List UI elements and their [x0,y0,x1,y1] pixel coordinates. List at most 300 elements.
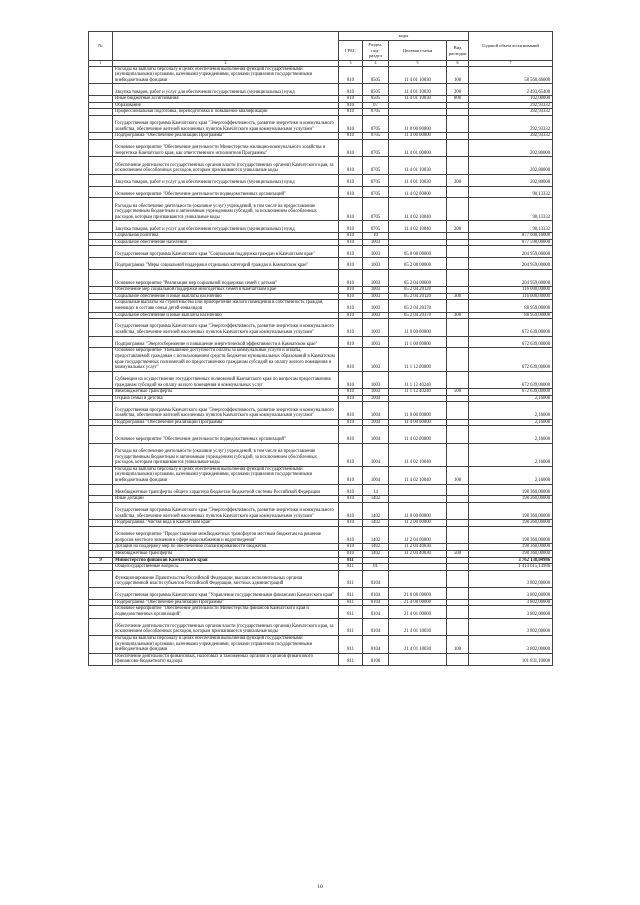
table-row [89,599,553,606]
row-name: Межбюджетные трансферты [113,389,339,396]
row-expense-type [447,258,469,270]
row-name: Обеспечение деятельности финансовых, налоговых и таможенных органов и органов финансового (финансово-бюджетного) надзора [113,653,339,665]
row-grbs: 810 [339,293,363,300]
row-number [89,102,113,109]
row-grbs: 810 [339,319,363,336]
header-index: 3 [339,61,363,67]
row-grbs: 811 [339,570,363,587]
row-grbs: 811 [339,636,363,654]
row-amount: 877 600,16000 [469,233,553,240]
row-section: 1004 [363,395,389,402]
row-expense-type [447,564,469,571]
row-expense-type [447,588,469,600]
row-number [89,287,113,294]
row-expense-type: 200 [447,221,469,233]
row-section: 1003 [363,246,389,258]
row-number [89,653,113,665]
table-row [89,484,553,496]
row-amount: 672 639,00000 [469,319,553,336]
row-grbs: 810 [339,198,363,221]
row-grbs: 810 [339,484,363,496]
table-row [89,520,553,527]
row-number [89,371,113,388]
row-section: 1402 [363,526,389,543]
table-body [89,66,553,665]
row-number [89,96,113,103]
row-amount: 88 959,00000 [469,300,553,312]
row-target-article: 11 2 00 00000 [389,520,447,527]
row-grbs: 810 [339,233,363,240]
row-number [89,246,113,258]
row-section: 1004 [363,426,389,443]
row-grbs: 810 [339,466,363,484]
row-amount: 198 360,00000 [469,496,553,503]
row-target-article [389,564,447,571]
row-section: 07 [363,102,389,109]
row-target-article [389,484,447,496]
row-grbs: 810 [339,258,363,270]
row-grbs: 810 [339,520,363,527]
row-grbs: 810 [339,348,363,371]
table-row [89,502,553,519]
row-section: 0505 [363,66,389,84]
row-name: Государственная программа Камчатского края "Социальная поддержка граждан в Камчатском крае" [113,246,339,258]
row-grbs: 810 [339,66,363,84]
row-number [89,389,113,396]
row-grbs: 810 [339,102,363,109]
row-target-article: 11 4 01 10030 [389,174,447,186]
row-amount: 204 959,00000 [469,258,553,270]
row-section: 1003 [363,312,389,319]
row-target-article: 11 4 00 00000 [389,133,447,140]
row-expense-type [447,198,469,221]
row-grbs: 810 [339,269,363,286]
row-target-article: 11 0 00 00000 [389,502,447,519]
row-name: Основное мероприятие "Повышение доступности оплаты за коммунальные услуги и оплаты, предоставляемой гражданам с использованием средств бюджетов муниципальных образований в Камчатском крае государственных полномочий по предоставлению гражданам субсидий на оплату жилого помещения и коммунальных услуг" [113,348,339,371]
row-target-article: 11 4 01 10030 [389,66,447,84]
row-target-article [389,570,447,587]
row-grbs: 811 [339,606,363,618]
row-section: 1003 [363,287,389,294]
row-name: Государственная программа Камчатского края "Управление государственными финансами Камчатского края" [113,588,339,600]
row-section: 1003 [363,348,389,371]
row-number [89,109,113,116]
row-grbs: 810 [339,389,363,396]
row-name: Основное мероприятие "Предоставление межбюджетных трансфертов местным бюджетам на решение вопросов местного значения в сфере водоснабжения и водоотведения" [113,526,339,543]
table-row [89,84,553,96]
row-target-article: 05 0 00 00000 [389,246,447,258]
row-name: Расходы на обеспечение деятельности (оказание услуг) учреждений, в том числе на предоставление государственным бюджетным и автономным учреждениям субсидий, за исключением обособленных расходов, которым присваиваются уникальные коды [113,198,339,221]
row-target-article: 11 4 02 10040 [389,443,447,466]
row-number [89,221,113,233]
row-amount: 672 639,00000 [469,371,553,388]
row-name: Общегосударственные вопросы [113,564,339,571]
row-grbs: 810 [339,312,363,319]
row-amount: 292,93332 [469,109,553,116]
row-number [89,402,113,419]
row-section: 0705 [363,186,389,198]
row-section: 1402 [363,520,389,527]
row-section: 1004 [363,443,389,466]
row-amount: 116 000,00000 [469,287,553,294]
row-expense-type: 300 [447,293,469,300]
header-codes-group: коды [339,32,469,41]
row-number [89,133,113,140]
table-row [89,287,553,294]
table-row [89,653,553,665]
table-row [89,66,553,84]
row-grbs: 810 [339,336,363,348]
row-section: 0106 [363,653,389,665]
row-name: Подпрограмма "Меры социальной поддержки отдельных категорий граждан в Камчатском крае" [113,258,339,270]
row-expense-type: 500 [447,550,469,557]
row-section: 1003 [363,389,389,396]
table-row [89,443,553,466]
table-row [89,221,553,233]
row-target-article: 05 2 00 00000 [389,258,447,270]
row-expense-type [447,239,469,246]
row-name: Закупка товаров, работ и услуг для обеспечения государственных (муниципальных) нужд [113,221,339,233]
row-grbs: 810 [339,96,363,103]
table-row [89,466,553,484]
row-section: 0505 [363,96,389,103]
row-expense-type [447,233,469,240]
row-amount: 3 802,00000 [469,636,553,654]
row-section: 1004 [363,419,389,426]
row-amount: 2,16000 [469,395,553,402]
row-grbs: 811 [339,588,363,600]
row-amount: 198 360,00000 [469,520,553,527]
row-grbs: 810 [339,84,363,96]
row-name: Дотации на поддержку мер по обеспечению сбалансированности бюджетов [113,544,339,551]
row-number [89,502,113,519]
table-row [89,526,553,543]
row-grbs: 810 [339,109,363,116]
table-row [89,258,553,270]
row-section: 1003 [363,239,389,246]
row-grbs: 811 [339,564,363,571]
table-row [89,496,553,503]
table-row [89,269,553,286]
table-row [89,557,553,564]
row-target-article: 11 4 01 10030 [389,84,447,96]
row-grbs: 811 [339,618,363,635]
row-number [89,443,113,466]
row-section: 0104 [363,618,389,635]
row-expense-type [447,570,469,587]
row-target-article: 05 2 04 20120 [389,293,447,300]
table-row [89,174,553,186]
header-target-article: Целевая статья [389,41,447,61]
row-number [89,570,113,587]
row-section: 1003 [363,269,389,286]
row-expense-type [447,102,469,109]
header-section: Раздел, под-раздел [363,41,389,61]
row-number [89,618,113,635]
row-expense-type [447,371,469,388]
row-target-article: 11 0 00 00000 [389,402,447,419]
row-expense-type [447,502,469,519]
row-amount: 2,16000 [469,466,553,484]
row-section: 1004 [363,402,389,419]
row-expense-type [447,484,469,496]
row-expense-type: 100 [447,636,469,654]
page-number: 10 [317,884,323,890]
row-grbs: 810 [339,174,363,186]
row-name: Основное мероприятие "Обеспечение деятельности Министерства жилищно-коммунального хозяйства и энергетики Камчатского края, как ответственного исполнителя Программы" [113,139,339,156]
row-number [89,466,113,484]
row-grbs: 810 [339,426,363,443]
row-name: Образование [113,102,339,109]
row-number [89,198,113,221]
row-target-article [389,109,447,116]
row-target-article: 11 4 01 10030 [389,96,447,103]
row-section: 0104 [363,599,389,606]
row-section: 1402 [363,550,389,557]
row-target-article: 11 4 01 10030 [389,157,447,174]
row-number [89,293,113,300]
row-name: Министерство финансов Камчатского края [113,557,339,564]
row-expense-type [447,618,469,635]
row-section: 0104 [363,606,389,618]
row-grbs: 810 [339,402,363,419]
row-target-article: 11 4 02 10040 [389,198,447,221]
row-expense-type [447,287,469,294]
row-amount: 88 959,00000 [469,312,553,319]
table-row [89,300,553,312]
row-grbs: 810 [339,395,363,402]
row-grbs: 810 [339,550,363,557]
row-number [89,139,113,156]
row-name: Подпрограмма "Обеспечение реализации Программы" [113,133,339,140]
row-name: Социальная политика [113,233,339,240]
row-expense-type [447,606,469,618]
row-name: Обеспечение деятельности государственных органов власти (государственных органов) Камчатского края, за исключением обособленных расходов, которым присваиваются уникальные коды [113,618,339,635]
row-number [89,84,113,96]
row-target-article: 21 4 01 10030 [389,636,447,654]
header-index: 1 [89,61,113,67]
row-section: 1003 [363,371,389,388]
header-index: 5 [389,61,447,67]
row-section: 0705 [363,133,389,140]
table-row [89,198,553,221]
row-expense-type [447,139,469,156]
row-amount: 90,13332 [469,221,553,233]
header-index: 7 [469,61,553,67]
row-amount: 116 000,00000 [469,293,553,300]
row-number [89,564,113,571]
row-number [89,526,113,543]
table-row [89,139,553,156]
row-expense-type [447,115,469,132]
row-section: 0705 [363,109,389,116]
row-section: 0505 [363,84,389,96]
row-amount: 2,16000 [469,426,553,443]
row-name: Иные бюджетные ассигнования [113,96,339,103]
row-amount: 204 959,00000 [469,269,553,286]
row-amount: 198 360,00000 [469,526,553,543]
row-section: 1402 [363,496,389,503]
row-number [89,426,113,443]
row-name: Закупка товаров, работ и услуг для обеспечения государственных (муниципальных) нужд [113,84,339,96]
row-target-article [389,239,447,246]
row-name: Социальное обеспечение населения [113,239,339,246]
row-section: 0705 [363,174,389,186]
row-name: Иные дотации [113,496,339,503]
row-expense-type [447,395,469,402]
row-number [89,319,113,336]
row-amount: 102,00000 [469,96,553,103]
row-target-article: 11 2 04 00000 [389,526,447,543]
row-section: 1003 [363,300,389,312]
row-grbs: 810 [339,287,363,294]
row-target-article: 11 4 02 00000 [389,426,447,443]
row-grbs: 811 [339,599,363,606]
table-row [89,426,553,443]
row-number [89,239,113,246]
row-section: 0104 [363,636,389,654]
row-amount: 90,13332 [469,186,553,198]
row-grbs: 810 [339,246,363,258]
header-number: № [89,32,113,61]
table-row [89,319,553,336]
row-expense-type [447,133,469,140]
table-row [89,246,553,258]
row-expense-type [447,443,469,466]
row-name: Расходы на выплаты персоналу в целях обеспечения выполнения функций государственными (муниципальными) органами, казенными учреждениями, органами управления государственными внебюджетными фондами [113,466,339,484]
row-amount: 202,80000 [469,139,553,156]
table-row [89,544,553,551]
row-section: 1004 [363,466,389,484]
table-row [89,636,553,654]
table-row [89,133,553,140]
row-number [89,348,113,371]
row-section: 1003 [363,319,389,336]
row-expense-type [447,109,469,116]
row-amount: 3 802,00000 [469,618,553,635]
row-expense-type: 500 [447,389,469,396]
row-expense-type [447,336,469,348]
row-amount: 198 360,00000 [469,502,553,519]
row-expense-type: 300 [447,312,469,319]
row-number [89,258,113,270]
row-name: Функционирование Правительства Российской Федерации, высших исполнительных органов государственной власти субъектов Российской Федерации, местных администраций [113,570,339,587]
row-grbs: 810 [339,443,363,466]
row-grbs: 810 [339,300,363,312]
row-name: Закупка товаров, работ и услуг для обеспечения государственных (муниципальных) нужд [113,174,339,186]
row-amount: 90,13332 [469,198,553,221]
table-row [89,348,553,371]
row-number [89,588,113,600]
row-name: Подпрограмма "Обеспечение реализации Программы" [113,599,339,606]
row-amount: 672 639,00000 [469,336,553,348]
row-name: Подпрограмма "Энергосбережение и повышение энергетической эффективности в Камчатском крае" [113,336,339,348]
row-amount: 101 831,10000 [469,653,553,665]
row-expense-type [447,246,469,258]
row-amount: 202,80000 [469,174,553,186]
row-expense-type [447,599,469,606]
row-amount: 672 639,00000 [469,348,553,371]
table-row [89,293,553,300]
row-grbs: 810 [339,419,363,426]
row-target-article: 05 2 04 20120 [389,287,447,294]
row-name: Субвенции на осуществление государственных полномочий Камчатского края по вопросам предоставления гражданам субсидий на оплату жилого помещения и коммунальных услуг [113,371,339,388]
row-section: 0104 [363,570,389,587]
row-amount: 2,16000 [469,419,553,426]
row-name: Охрана семьи и детства [113,395,339,402]
row-number [89,186,113,198]
row-target-article [389,102,447,109]
row-target-article: 21 4 00 00000 [389,599,447,606]
row-amount: 3 802,00000 [469,570,553,587]
row-section: 10 [363,233,389,240]
row-expense-type [447,300,469,312]
row-name: Государственная программа Камчатского края "Энергоэффективность, развитие энергетики и коммунального хозяйства, обеспечение жителей населенных пунктов Камчатского края коммунальными услугами" [113,115,339,132]
row-amount: 198 360,00000 [469,550,553,557]
table-row [89,312,553,319]
row-name: Социальное обеспечение и иные выплаты населению [113,312,339,319]
row-target-article [389,233,447,240]
table-row [89,550,553,557]
budget-table [88,31,553,666]
row-number [89,496,113,503]
row-name: Подпрограмма "Обеспечение реализации Программы" [113,419,339,426]
row-section [363,557,389,564]
row-grbs: 810 [339,186,363,198]
row-section: 1402 [363,544,389,551]
row-expense-type [447,496,469,503]
table-row [89,102,553,109]
row-expense-type [447,526,469,543]
row-number [89,233,113,240]
table-row [89,157,553,174]
row-amount: 3 802,00000 [469,599,553,606]
row-number [89,157,113,174]
row-target-article: 11 1 12 40240 [389,371,447,388]
row-name: Межбюджетные трансферты общего характера бюджетам бюджетной системы Российской Федерации [113,484,339,496]
row-number [89,484,113,496]
row-number [89,269,113,286]
header-grbs: ГРБС [339,41,363,61]
row-section: 0705 [363,221,389,233]
table-row [89,419,553,426]
row-grbs: 811 [339,557,363,564]
row-target-article: 11 4 02 10040 [389,221,447,233]
row-number [89,599,113,606]
row-number [89,66,113,84]
row-expense-type [447,186,469,198]
row-grbs: 811 [339,653,363,665]
row-name: Государственная программа Камчатского края "Энергоэффективность, развитие энергетики и коммунального хозяйства, обеспечение жителей населенных пунктов Камчатского края коммунальными услугами" [113,502,339,519]
row-name: Расходы на обеспечение деятельности (оказание услуг) учреждений, в том числе на предоставление государственным бюджетным и автономным учреждениям субсидий, за исключением обособленных расходов, которым присваиваются уникальные коды [113,443,339,466]
table-row [89,233,553,240]
row-target-article: 11 1 12 40240 [389,389,447,396]
row-name: Подпрограмма "Чистая вода в Камчатском крае" [113,520,339,527]
row-amount: 2,16000 [469,402,553,419]
row-expense-type [447,557,469,564]
row-number [89,312,113,319]
row-expense-type [447,653,469,665]
row-target-article: 11 0 00 00000 [389,319,447,336]
row-name: Межбюджетные трансферты [113,550,339,557]
row-expense-type [447,269,469,286]
row-grbs: 810 [339,496,363,503]
row-target-article: 11 4 01 00000 [389,139,447,156]
row-target-article: 11 2 04 40030 [389,550,447,557]
row-target-article: 11 4 02 00000 [389,186,447,198]
row-grbs: 810 [339,157,363,174]
table-row [89,96,553,103]
